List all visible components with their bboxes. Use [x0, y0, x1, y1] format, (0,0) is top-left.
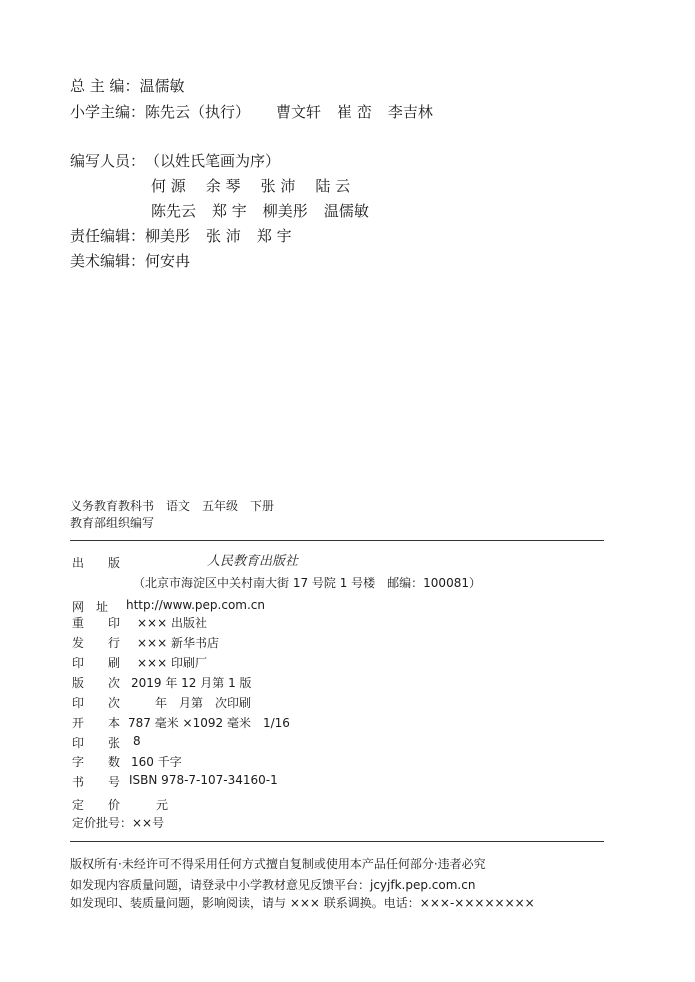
writers-note: （以姓氏笔画为序）	[145, 152, 281, 170]
responsible-editor-name: 柳美彤	[145, 227, 191, 245]
responsible-editor-line	[70, 225, 308, 246]
copyright-notice: 版权所有·未经许可不得采用任何方式擅自复制或使用本产品任何部分·违者必究	[70, 857, 486, 871]
svg-text:人民教育出版社: 人民教育出版社	[207, 554, 299, 569]
primary-editor-name: 李吉林	[387, 103, 433, 121]
imprint-row	[72, 674, 572, 690]
content-feedback-notice: 如发现内容质量问题，请登录中小学教材意见反馈平台：jcyjfk.pep.com.cn	[70, 878, 476, 892]
imprint-value: 787 毫米 ×1092 毫米 1/16	[128, 716, 290, 730]
bottom-divider	[70, 841, 604, 842]
imprint-row	[72, 773, 572, 789]
imprint-key: 印 次	[72, 696, 121, 710]
imprint-value: 8	[133, 734, 141, 748]
imprint-row	[72, 654, 572, 670]
primary-editor-line	[70, 101, 449, 122]
writer-name: 何 源	[151, 177, 186, 195]
imprint-row	[72, 714, 572, 730]
writer-name: 陈先云	[151, 202, 197, 220]
print-feedback-notice: 如发现印、装质量问题，影响阅读，请与 ××× 联系调换。电话：×××-××××××××	[70, 896, 535, 910]
publisher-address: （北京市海淀区中关村南大街 17 号院 1 号楼 邮编：100081）	[133, 576, 481, 590]
imprint-key: 发 行	[72, 636, 121, 650]
writers-line	[70, 150, 280, 171]
top-divider	[70, 540, 604, 541]
imprint-value: ××× 出版社	[137, 616, 207, 630]
writer-name: 余 琴	[205, 177, 241, 195]
imprint-key: 重 印	[72, 616, 121, 630]
imprint-row	[72, 694, 572, 710]
primary-editor-label: 小学主编：	[70, 103, 146, 121]
imprint-row	[72, 634, 572, 650]
imprint-value: 元	[156, 798, 169, 812]
writer-name: 郑 宇	[212, 202, 247, 220]
imprint-key: 网 址	[72, 600, 109, 614]
imprint-row	[72, 598, 572, 614]
book-title-line: 义务教育教科书 语文 五年级 下册	[70, 499, 275, 513]
writers-label: 编写人员：	[70, 152, 146, 170]
imprint-key: 版 次	[72, 676, 121, 690]
publisher-label: 出 版	[72, 556, 121, 570]
imprint-value: http://www.pep.com.cn	[126, 598, 265, 612]
imprint-value: 2019 年 12 月第 1 版	[131, 676, 252, 690]
art-editor-name: 何安冉	[145, 252, 191, 270]
art-editor-line	[70, 250, 190, 271]
imprint-value: 年 月第 次印刷	[131, 696, 252, 710]
price-approval: 定价批号：××号	[72, 816, 165, 830]
chief-editor-name: 温儒敏	[139, 77, 185, 95]
writers-row-1	[151, 175, 366, 196]
publisher-logo	[207, 551, 303, 569]
writers-row-2	[151, 200, 385, 221]
imprint-row	[72, 753, 572, 769]
writer-name: 温儒敏	[323, 202, 369, 220]
imprint-key: 书 号	[72, 775, 121, 789]
imprint-value: ××× 新华书店	[137, 636, 219, 650]
primary-editor-name: 陈先云（执行）	[145, 103, 251, 121]
imprint-key: 定 价	[72, 798, 121, 812]
responsible-editor-name: 郑 宇	[256, 227, 292, 245]
publisher-row	[72, 554, 602, 574]
imprint-key: 印 刷	[72, 656, 121, 670]
imprint-value: ××× 印刷厂	[137, 656, 207, 670]
art-editor-label: 美术编辑：	[70, 252, 146, 270]
responsible-editor-label: 责任编辑：	[70, 227, 146, 245]
imprint-value: 160 千字	[131, 755, 182, 769]
imprint-key: 印 张	[72, 736, 121, 750]
writer-name: 张 沛	[260, 177, 296, 195]
book-compiler: 教育部组织编写	[70, 516, 155, 530]
imprint-row	[72, 614, 572, 630]
imprint-key: 开 本	[72, 716, 121, 730]
responsible-editor-name: 张 沛	[206, 227, 241, 245]
imprint-row	[72, 796, 572, 812]
chief-editor-line	[70, 75, 185, 96]
imprint-value: ISBN 978-7-107-34160-1	[129, 773, 278, 787]
primary-editor-name: 曹文轩	[276, 103, 322, 121]
writer-name: 陆 云	[315, 177, 351, 195]
imprint-row	[72, 734, 572, 750]
imprint-key: 字 数	[72, 755, 121, 769]
writer-name: 柳美彤	[262, 202, 308, 220]
chief-editor-label: 总 主 编：	[70, 77, 140, 95]
primary-editor-name: 崔 峦	[337, 103, 372, 121]
